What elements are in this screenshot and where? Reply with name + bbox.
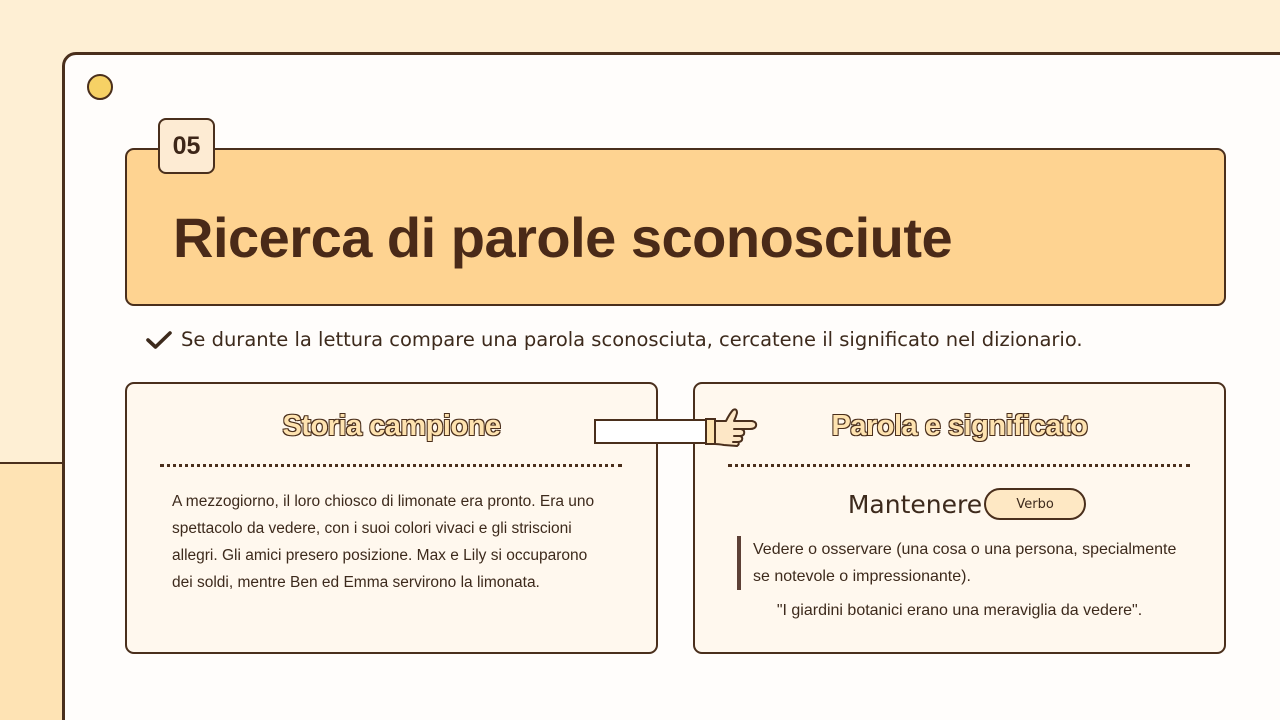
story-card (125, 382, 658, 654)
page-title: Ricerca di parole sconosciute (173, 206, 953, 269)
instruction-text: Se durante la lettura compare una parola sconosciuta, cercatene il significato nel dizionario. (181, 328, 1083, 351)
connector-sleeve (594, 419, 708, 444)
word-row (695, 488, 1224, 520)
story-text: A mezzogiorno, il loro chiosco di limonate era pronto. Era uno spettacolo da vedere, con i suoi colori vivaci e gli striscioni allegri. Gli amici presero posizione. Max e Lily si occuparono dei soldi, mentre Ben ed Emma servirono la limonata. (172, 493, 595, 591)
word-card-heading: Parola e significato (831, 410, 1088, 442)
checkmark-icon (146, 330, 172, 350)
example-sentence: "I giardini botanici erano una meraviglia da vedere". (776, 602, 1143, 619)
vocabulary-word: Mantenere (847, 489, 983, 519)
dotted-divider (160, 464, 622, 467)
story-card-heading: Storia campione (282, 410, 501, 442)
background-left-panel (0, 462, 64, 720)
dotted-divider (728, 464, 1190, 467)
part-of-speech-badge: Verbo (984, 488, 1086, 520)
word-card (693, 382, 1226, 654)
pointing-hand-icon (704, 407, 760, 453)
decorative-dot-icon (87, 74, 113, 100)
word-definition: Vedere o osservare (una cosa o una persona, specialmente se notevole o impressionante). (737, 536, 1197, 590)
instruction-bullet (146, 328, 1083, 351)
slide-number-badge: 05 (158, 118, 215, 174)
